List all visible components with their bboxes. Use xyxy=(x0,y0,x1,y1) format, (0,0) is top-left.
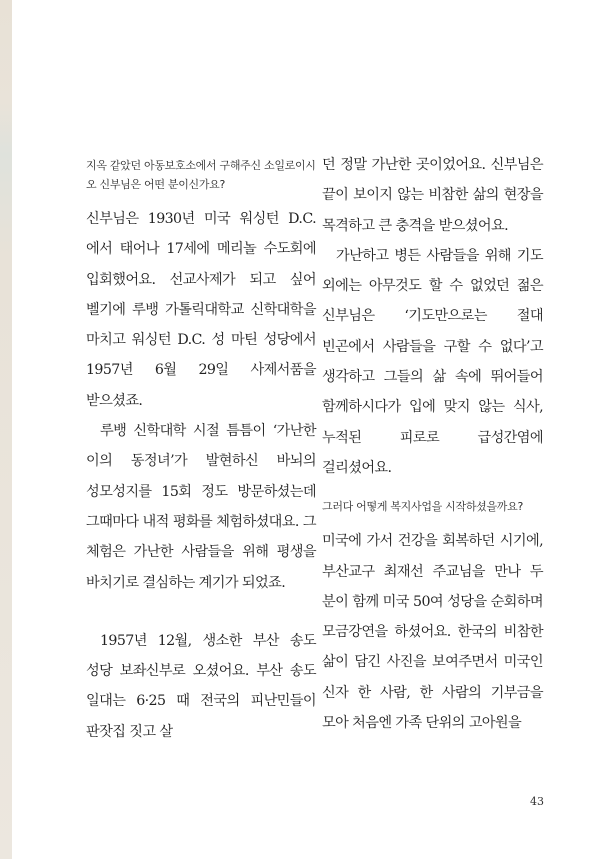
answer-paragraph-6: 미국에 가서 건강을 회복하던 시기에, 부산교구 최재선 주교님을 만나 두 분이 함께 미국 50여 성당을 순회하며 모금강연을 하셨어요. 한국의 비참한 삶이 담긴 사진을 보여주면서 미국인 신자 한 사람, 한 사람의 기부금을 모아 처음엔 가족 단위의 고아원을 xyxy=(322,533,543,732)
left-column xyxy=(86,150,316,747)
answer-paragraph-5: 가난하고 병든 사람들을 위해 기도 외에는 아무것도 할 수 없었던 젊은 신부님은 ‘기도만으로는 절대 빈곤에서 사람들을 구할 수 없다’고 생각하고 그들의 삶 속에 뛰어들어 함께하시다가 입에 맞지 않는 식사, 누적된 피로로 급성간염에 걸리셨어요. xyxy=(322,247,543,476)
interview-question-1: 지옥 같았던 아동보호소에서 구해주신 소일로이시오 신부님은 어떤 분이신가요? xyxy=(86,159,316,191)
paragraph-gap xyxy=(86,598,316,626)
answer-paragraph-4: 던 정말 가난한 곳이었어요. 신부님은 끝이 보이지 않는 비참한 삶의 현장을 목격하고 큰 충격을 받으셨어요. xyxy=(322,157,543,234)
interview-question-2: 그러다 어떻게 복지사업을 시작하셨을까요? xyxy=(322,500,523,514)
page-margin-image-strip xyxy=(0,0,12,859)
answer-paragraph-3: 1957년 12월, 생소한 부산 송도 성당 보좌신부로 오셨어요. 부산 송도 일대는 6·25 때 전국의 피난민들이 판잣집 짓고 살 xyxy=(86,632,316,740)
right-column xyxy=(322,150,543,738)
answer-paragraph-1: 신부님은 1930년 미국 워싱턴 D.C.에서 태어나 17세에 메리놀 수도회에 입회했어요. 선교사제가 되고 싶어 벨기에 루뱅 가톨릭대학교 신학대학을 마치고 워싱턴 D.C. 성 마틴 성당에서 1957년 6월 29일 사제서품을 받으셨죠. xyxy=(86,211,316,409)
answer-paragraph-2: 루뱅 신학대학 시절 틈틈이 ‘가난한 이의 동정녀’가 발현하신 바뇌의 성모성지를 15회 정도 방문하셨는데 그때마다 내적 평화를 체험하셨대요. 그 체험은 가난한 사람들을 위해 평생을 바치기로 결심하는 계기가 되었죠. xyxy=(86,423,316,591)
page-number: 43 xyxy=(530,795,544,808)
